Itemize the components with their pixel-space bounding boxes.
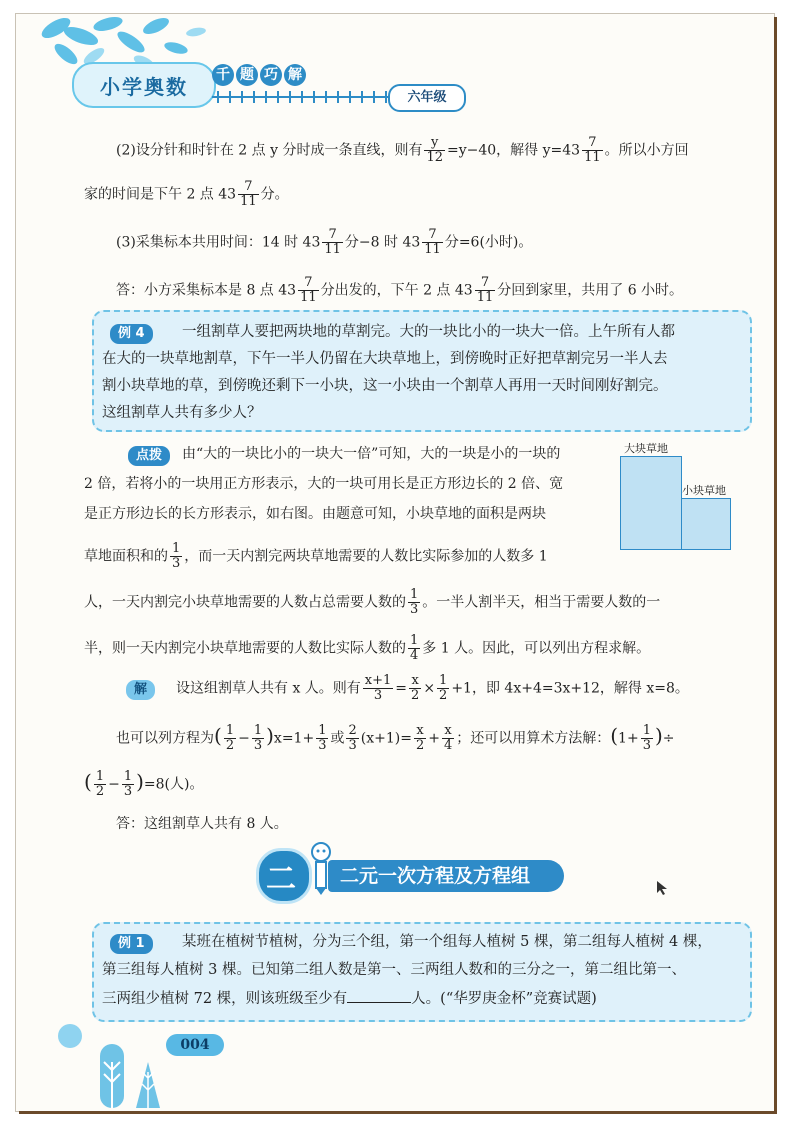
fraction: $\frac{1}{4}$ — [410, 633, 419, 663]
header-rail-decoration — [212, 90, 388, 104]
text: 分=6(小时)。 — [444, 234, 533, 251]
example-4-line-2: 在大的一块草地割草，下午一半人仍留在大块草地上，到傍晚时正好把草割完另一半人去 — [102, 351, 668, 367]
fraction: $\frac{1}{3}$ — [253, 723, 263, 753]
trees-decoration-icon — [56, 1022, 186, 1108]
tip-line-5 — [84, 588, 660, 617]
tip-line-1: 由“大的一块比小的一块大一倍”可知，大的一块是小的一块的 — [182, 446, 561, 462]
fraction: $\frac{x+1}{3}$ — [364, 673, 392, 703]
text: (3)采集标本共用时间：14 时 43 — [116, 234, 321, 251]
tag-label: 例 4 — [110, 324, 153, 344]
solution-tag — [126, 678, 155, 700]
series-char: 千 — [212, 64, 234, 86]
text: 或 — [330, 730, 345, 747]
fraction: $\frac{1}{2}$ — [225, 723, 235, 753]
book-title: 小学奥数 — [100, 74, 188, 99]
figure-small-label: 小块草地 — [682, 484, 726, 497]
answer-1 — [116, 276, 683, 305]
fraction: $\frac{1}{2}$ — [95, 769, 105, 799]
example-4-tag — [110, 322, 153, 344]
section-number: 二 — [266, 862, 296, 897]
text: 分−8 时 43 — [344, 234, 421, 251]
fraction: $\frac{7}{11}$ — [240, 179, 257, 209]
solution-alt-line-2: ( $\frac{1}{2}$ − $\frac{1}{3}$ )=8(人)。 — [84, 769, 204, 799]
fraction: $\frac{2}{3}$ — [348, 723, 357, 753]
fraction: $\frac{x}{4}$ — [443, 723, 453, 753]
cursor-arrow-icon — [656, 880, 670, 896]
fraction: $\frac{7}{11}$ — [424, 227, 441, 257]
fraction: $\frac{1}{3}$ — [642, 723, 651, 753]
tip-line-6 — [84, 634, 650, 663]
text: 三两组少植树 72 棵，则该班级至少有 — [102, 991, 348, 1007]
text: 草地面积和的 — [84, 548, 168, 565]
fraction: $\frac{1}{2}$ — [439, 673, 448, 703]
section-title: 二元一次方程及方程组 — [328, 860, 564, 892]
text: 设这组割草人共有 x 人。则有 — [176, 680, 361, 697]
text: ÷ — [662, 730, 675, 747]
text: =y−40，解得 y=43 — [447, 142, 581, 159]
example-4-line-3: 割小块草地的草，到傍晚还剩下一小块，这一小块由一个割草人再用一天时间刚好割完。 — [102, 378, 668, 394]
text: 答：小方采集标本是 8 点 43 — [116, 282, 297, 299]
fraction: $\frac{7}{11}$ — [324, 227, 341, 257]
example-1-line-2: 第三组每人植树 3 棵。已知第二组人数是第一、三两组人数和的三分之一，第二组比第一、 — [102, 962, 686, 978]
text: 人。(“华罗庚金杯”竞赛试题) — [411, 991, 597, 1007]
paragraph-3 — [116, 228, 532, 257]
text: 多 1 人。因此，可以列出方程求解。 — [422, 640, 651, 657]
solution-answer: 答：这组割草人共有 8 人。 — [116, 816, 288, 832]
grade-badge: 六年级 — [388, 84, 466, 112]
fraction: $\frac{x}{2}$ — [411, 673, 420, 703]
text: (2)设分针和时针在 2 点 y 分时成一条直线，则有 — [116, 142, 423, 159]
fraction: $\frac{7}{11}$ — [476, 275, 494, 305]
solution-alt-line-1: 也可以列方程为( $\frac{1}{2}$ − $\frac{1}{3}$ )x=1+ $\frac{1}{3}$ 或 $\frac{2}{3}$ (x+1)= $\frac{x}{2}$ + $\frac{x}{4}$ ；还可以用算术方法解：(1+ $\frac{1}{3}$ )÷ — [116, 723, 675, 753]
text: x=1+ — [273, 730, 315, 747]
text: 半，则一天内割完小块草地需要的人数比实际人数的 — [84, 640, 406, 657]
text: 分出发的，下午 2 点 43 — [320, 282, 473, 299]
fraction: $\frac{1}{3}$ — [123, 769, 133, 799]
text: + — [428, 730, 440, 747]
series-name — [212, 64, 306, 86]
fraction: $\frac{7}{11}$ — [584, 135, 601, 165]
text: 家的时间是下午 2 点 43 — [84, 186, 237, 203]
text: = — [395, 680, 408, 697]
page — [16, 14, 774, 1111]
solution-line-1 — [176, 674, 689, 703]
text: 。一半人割半天，相当于需要人数的一 — [422, 594, 661, 611]
paragraph-2-line-1 — [116, 136, 689, 165]
answer-blank[interactable] — [347, 988, 411, 1003]
fraction: $\frac{y}{12}$ — [426, 135, 443, 165]
tip-tag — [128, 444, 170, 466]
fraction: $\frac{1}{3}$ — [318, 723, 327, 753]
example-1-line-3 — [102, 988, 597, 1009]
text: ，而一天内割完两块草地需要的人数比实际参加的人数多 1 — [184, 548, 548, 565]
figure-big-label: 大块草地 — [624, 442, 668, 455]
text: 分回到家里，共用了 6 小时。 — [497, 282, 684, 299]
series-char: 题 — [236, 64, 258, 86]
tag-label: 点拨 — [128, 446, 170, 466]
big-field-rectangle — [620, 456, 682, 550]
paragraph-2-line-2 — [84, 180, 289, 209]
fraction: $\frac{7}{11}$ — [300, 275, 317, 305]
example-4-line-1: 一组割草人要把两块地的草割完。大的一块比小的一块大一倍。上午所有人都 — [182, 324, 675, 340]
fraction: $\frac{x}{2}$ — [415, 723, 425, 753]
example-1-line-1: 某班在植树节植树，分为三个组，第一个组每人植树 5 棵，第二组每人植树 4 棵， — [182, 934, 712, 950]
text: × — [423, 680, 436, 697]
tag-label: 例 1 — [110, 934, 153, 954]
page-number: 004 — [166, 1034, 224, 1056]
text: 。所以小方回 — [604, 142, 689, 159]
text: 人，一天内割完小块草地需要的人数占总需要人数的 — [84, 594, 406, 611]
tip-line-4 — [84, 542, 548, 571]
fraction: $\frac{1}{3}$ — [172, 541, 181, 571]
book-title-badge — [72, 62, 216, 108]
text: (x+1)= — [360, 730, 412, 747]
series-char: 解 — [284, 64, 306, 86]
text: 分。 — [260, 186, 289, 203]
text: 也可以列方程为 — [116, 730, 214, 747]
example-4-line-4: 这组割草人共有多少人？ — [102, 405, 262, 421]
tag-label: 解 — [126, 680, 155, 700]
series-char: 巧 — [260, 64, 282, 86]
text: =8(人)。 — [143, 776, 204, 793]
tip-line-3: 是正方形边长的长方形表示，如右图。由题意可知，小块草地的面积是两块 — [84, 506, 546, 522]
text: ；还可以用算术方法解： — [456, 730, 611, 747]
text: +1，即 4x+4=3x+12，解得 x=8。 — [451, 680, 689, 697]
fraction: $\frac{1}{3}$ — [410, 587, 419, 617]
example-1-tag — [110, 932, 153, 954]
small-field-square — [681, 498, 731, 550]
tip-line-2: 2 倍，若将小的一块用正方形表示，大的一块可用长是正方形边长的 2 倍、宽 — [84, 476, 564, 492]
pencil-mascot-icon — [306, 840, 336, 896]
